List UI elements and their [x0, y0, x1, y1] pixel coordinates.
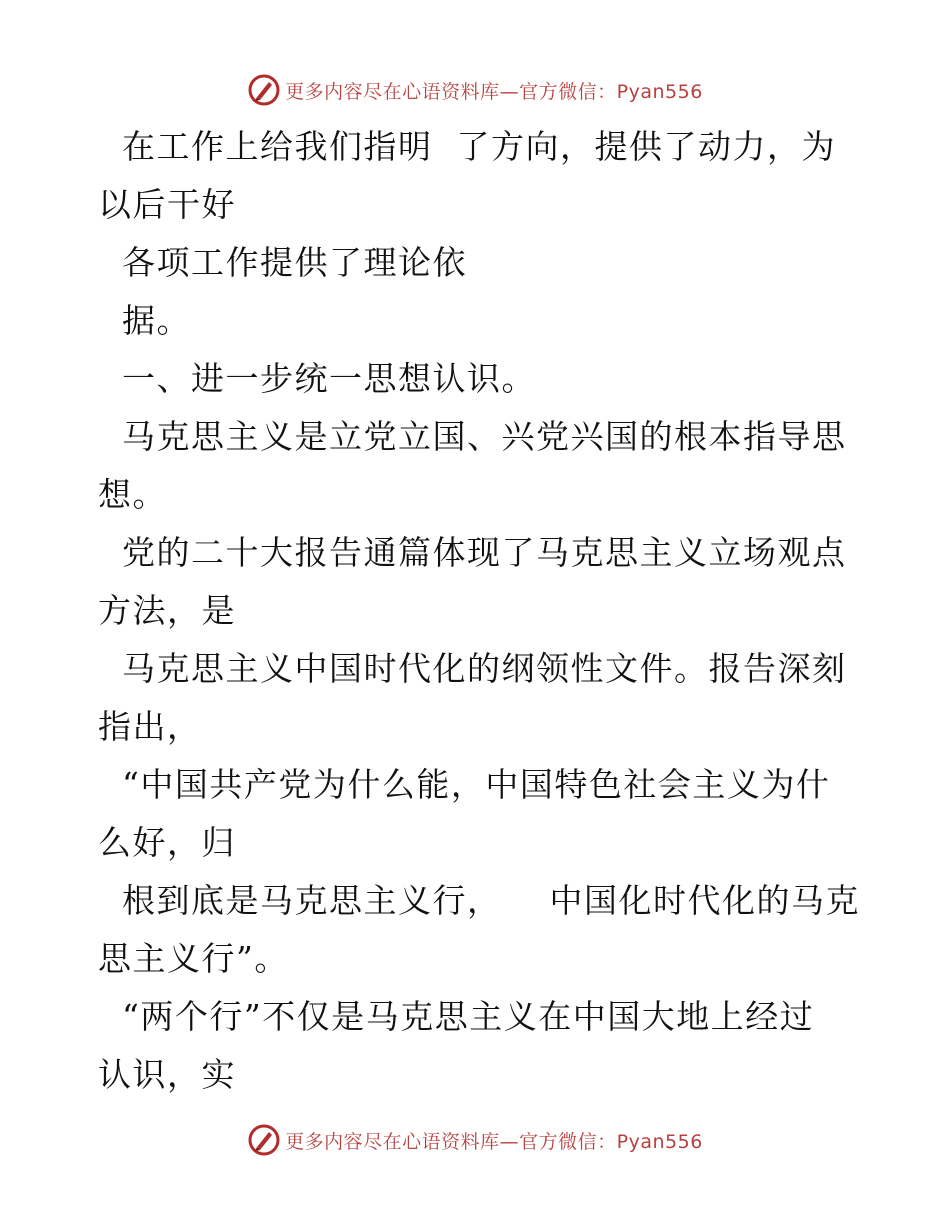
body-line: 指出， — [98, 707, 202, 746]
pen-logo-icon — [247, 73, 281, 107]
body-line: 以后干好 — [98, 185, 236, 224]
body-line: 党的二十大报告通篇体现了马克思主义立场观点 — [98, 533, 847, 572]
body-line: 据。 — [98, 301, 191, 340]
banner-wechat-id: Pyan556 — [616, 1130, 703, 1153]
banner-text — [285, 1127, 703, 1154]
body-line: 思主义行”。 — [98, 939, 289, 978]
body-line: 马克思主义是立党立国、兴党兴国的根本指导思 — [98, 417, 847, 456]
body-line: 么好，归 — [98, 823, 236, 862]
body-line: 方法，是 — [98, 591, 236, 630]
body-line: “两个行”不仅是马克思主义在中国大地上经过 — [98, 997, 815, 1036]
body-line: 根到底是马克思主义行， 中国化时代化的马克 — [98, 881, 860, 920]
pen-logo-icon — [247, 1123, 281, 1157]
header-banner — [0, 70, 950, 110]
banner-site-text: 更多内容尽在心语资料库—官方微信： — [285, 1130, 617, 1153]
banner-wechat-id: Pyan556 — [616, 80, 703, 103]
body-line: 一、进一步统一思想认识。 — [98, 359, 536, 398]
body-line: 各项工作提供了理论依 — [98, 243, 467, 282]
banner-text — [285, 77, 703, 104]
body-line: 马克思主义中国时代化的纲领性文件。报告深刻 — [98, 649, 847, 688]
body-line: 认识，实 — [98, 1055, 236, 1094]
body-line: 在工作上给我们指明 了方向，提供了动力，为 — [98, 127, 836, 166]
body-line: “中国共产党为什么能，中国特色社会主义为什 — [98, 765, 831, 804]
banner-site-text: 更多内容尽在心语资料库—官方微信： — [285, 80, 617, 103]
body-line: 想。 — [98, 475, 167, 514]
footer-banner — [0, 1120, 950, 1160]
